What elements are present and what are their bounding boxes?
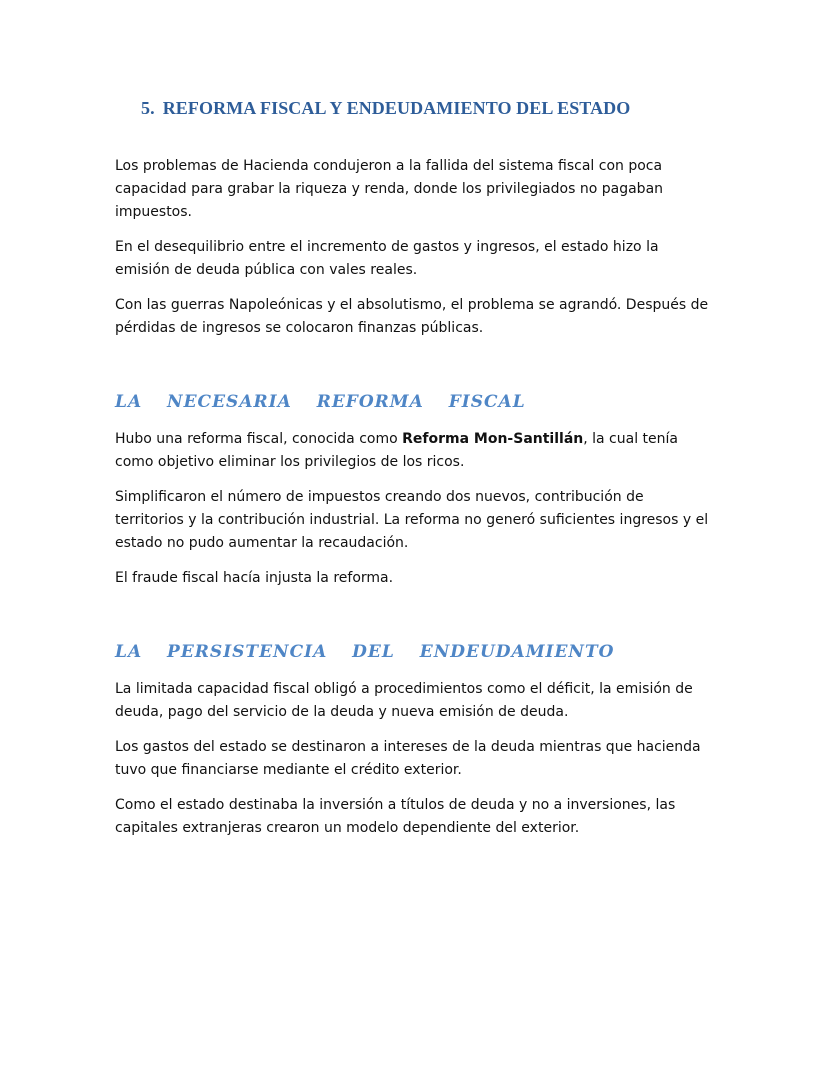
reforma-paragraph-2: Simplificaron el número de impuestos creando dos nuevos, contribución de territorios y la contribución industrial. La reforma no generó suficientes ingresos y el estado no pudo aumentar la recaudación. [115,489,709,551]
intro-paragraph-1: Los problemas de Hacienda condujeron a la fallida del sistema fiscal con poca capacidad para grabar la riqueza y renda, donde los privilegiados no pagaban impuestos. [115,158,664,220]
persistencia-paragraph-1: La limitada capacidad fiscal obligó a procedimientos como el déficit, la emisión de deuda, pago del servicio de la deuda y nueva emisión de deuda. [115,681,693,720]
persistencia-paragraph-3: Como el estado destinaba la inversión a títulos de deuda y no a inversiones, las capitales extranjeras crearon un modelo dependiente del exterior. [115,797,676,836]
reforma-section [115,428,715,590]
reforma-paragraph-3: El fraude fiscal hacía injusta la reforma. [115,570,394,586]
persistencia-section [115,678,715,840]
section-title-text: REFORMA FISCAL Y ENDEUDAMIENTO DEL ESTADO [162,98,631,118]
persistencia-paragraph-2: Los gastos del estado se destinaron a intereses de la deuda mientras que hacienda tuvo que financiarse mediante el crédito exterior. [115,739,701,778]
reforma-p1-before: Hubo una reforma fiscal, conocida como [115,431,403,447]
reforma-paragraph-1 [115,428,715,474]
persistencia-heading: LA PERSISTENCIA DEL ENDEUDAMIENTO [115,642,615,662]
reforma-p1-after: , la cual tenía como objetivo eliminar los privilegios de los ricos. [115,431,678,470]
document-body [115,96,715,852]
reforma-heading: LA NECESARIA REFORMA FISCAL [115,392,526,412]
intro-section [115,155,715,340]
intro-paragraph-2: En el desequilibrio entre el incremento de gastos y ingresos, el estado hizo la emisión de deuda pública con vales reales. [115,239,659,278]
intro-paragraph-3: Con las guerras Napoleónicas y el absolutismo, el problema se agrandó. Después de pérdidas de ingresos se colocaron finanzas públicas. [115,297,709,336]
section-title [141,96,715,120]
section-number: 5. [141,98,155,118]
reforma-name-bold: Reforma Mon-Santillán [402,431,584,447]
